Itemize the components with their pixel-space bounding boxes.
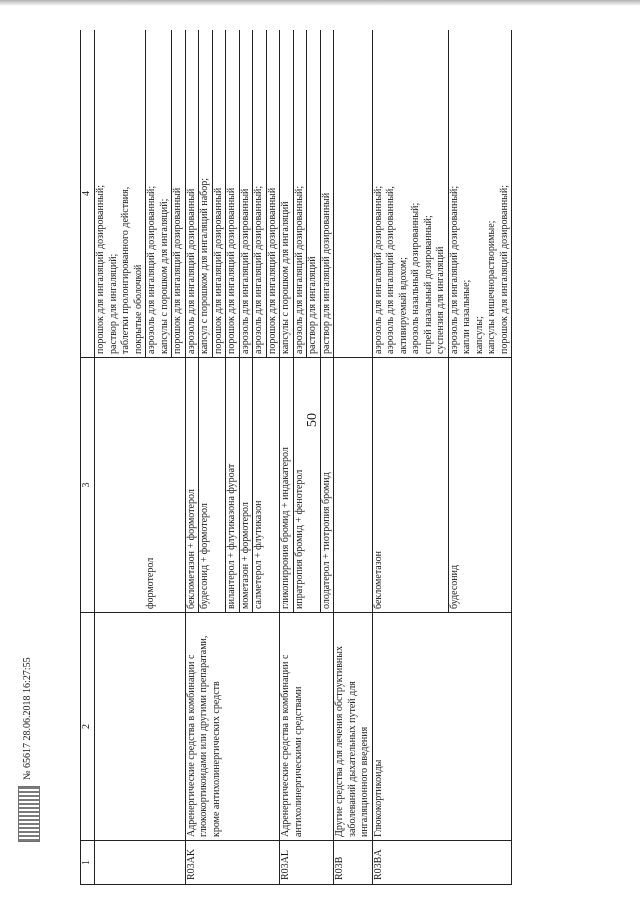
form-line: порошок для ингаляций дозированный: [266, 30, 280, 357]
table-row-r03al: [280, 30, 294, 885]
product-cell: гликопиррония бромид + индакатерол: [280, 358, 294, 613]
form-line: аэрозоль для ингаляций дозированный;: [145, 30, 159, 357]
code-cell: R03BA: [372, 841, 512, 885]
table-row-r03ak: [185, 30, 199, 885]
product-cell: будесонид: [448, 358, 512, 613]
document-reference: № 65617 28.06.2018 16:27:55: [22, 657, 33, 780]
table-viewport: [80, 30, 588, 885]
product-cell: олодатерол + тиотропия бромид: [320, 358, 334, 613]
code-cell: R03AL: [280, 841, 334, 885]
forms-cell: [95, 30, 186, 358]
form-line: капсулы кишечнорастворимые;: [486, 220, 497, 354]
product-cell: беклометазон: [372, 358, 448, 613]
form-line: аэрозоль назальный дозированный;: [410, 202, 421, 354]
form-line: порошок для ингаляций дозированный: [171, 30, 185, 357]
forms-cell: [199, 30, 226, 358]
code-cell: [95, 841, 186, 885]
forms-cell: [448, 30, 512, 358]
form-line: аэрозоль для ингаляций дозированный;: [372, 185, 384, 354]
product-name: формотерол: [145, 557, 156, 609]
code-cell: R03AK: [185, 841, 280, 885]
product-cell: ипратропия бромид + фенотерол: [293, 358, 320, 613]
form-line: порошок для ингаляций дозированный: [212, 30, 226, 357]
form-line: спрей назальный дозированный;: [422, 215, 434, 354]
group-cell: Адренергические средства в комбинации с глюкокортикоидами или другими препаратами, кроме антихолинергических средств: [185, 613, 280, 841]
form-line: капли назальные;: [461, 279, 472, 354]
code-cell: R03B: [334, 841, 373, 885]
forms-cell: порошок для ингаляций дозированный: [226, 30, 240, 358]
product-cell: мометазон + формотерол: [239, 358, 253, 613]
table-row-r03ba: [372, 30, 448, 885]
product-cell: будесонид + формотерол: [199, 358, 226, 613]
forms-cell: аэрозоль для ингаляций дозированный: [239, 30, 253, 358]
medicines-table: [80, 30, 512, 885]
form-line: порошок для ингаляций дозированный;: [498, 184, 510, 354]
product-cell: [334, 358, 373, 613]
product-cell: [95, 358, 186, 613]
form-line: покрытые оболочкой: [132, 264, 144, 354]
form-line: раствор для ингаляций;: [107, 253, 119, 354]
form-line: аэрозоль для ингаляций дозированный;: [253, 185, 264, 354]
table-row: [95, 30, 186, 885]
product-cell: беклометазон + формотерол: [185, 358, 199, 613]
forms-cell: раствор для ингаляций дозированный: [320, 30, 334, 358]
forms-cell: [293, 30, 320, 358]
form-line: порошок для ингаляций дозированный;: [95, 184, 106, 354]
form-line: капсулы;: [473, 316, 485, 354]
group-cell: Глюкокортикоиды: [372, 613, 512, 841]
form-line: капсул с порошком для ингаляций набор;: [199, 177, 210, 354]
product-cell: вилантерол + флутиказона фуроат: [226, 358, 240, 613]
rotated-table-container: [80, 30, 588, 885]
group-cell: [95, 613, 186, 841]
forms-cell: [334, 30, 373, 358]
form-line: таблетки пролонгированного действия,: [120, 186, 131, 354]
header-col-3: 3: [81, 358, 95, 613]
product-cell: салметерол + флутиказон: [253, 358, 280, 613]
header-col-2: 2: [81, 613, 95, 841]
header-col-1: 1: [81, 841, 95, 885]
form-line: аэрозоль для ингаляций дозированный;: [448, 185, 460, 354]
forms-cell: капсулы с порошком для ингаляций: [280, 30, 294, 358]
group-cell: Адренергические средства в комбинации с антихолинергическими средствами: [280, 613, 334, 841]
table-row-r03b: [334, 30, 373, 885]
scan-edge-shadow: [0, 0, 640, 6]
table-header-row: [81, 30, 95, 885]
forms-cell: [253, 30, 280, 358]
forms-cell: аэрозоль для ингаляций дозированный: [185, 30, 199, 358]
header-col-4: 4: [81, 30, 95, 358]
form-line: активируемый вдохом;: [397, 257, 409, 354]
form-line: капсулы с порошком для ингаляций;: [158, 198, 170, 354]
forms-cell: [372, 30, 448, 358]
form-line: суспензия для ингаляций: [435, 246, 446, 354]
group-cell: Другие средства для лечения обструктивных заболеваний дыхательных путей для ингаляционного введения: [334, 613, 373, 841]
footer-stamp: [14, 642, 44, 842]
form-line: аэрозоль для ингаляций дозированный,: [385, 186, 396, 354]
form-line: раствор для ингаляций: [306, 30, 320, 357]
page-number: 50: [305, 413, 320, 427]
barcode-stamp-icon: [18, 786, 40, 842]
form-line: аэрозоль для ингаляций дозированный;: [293, 185, 305, 354]
